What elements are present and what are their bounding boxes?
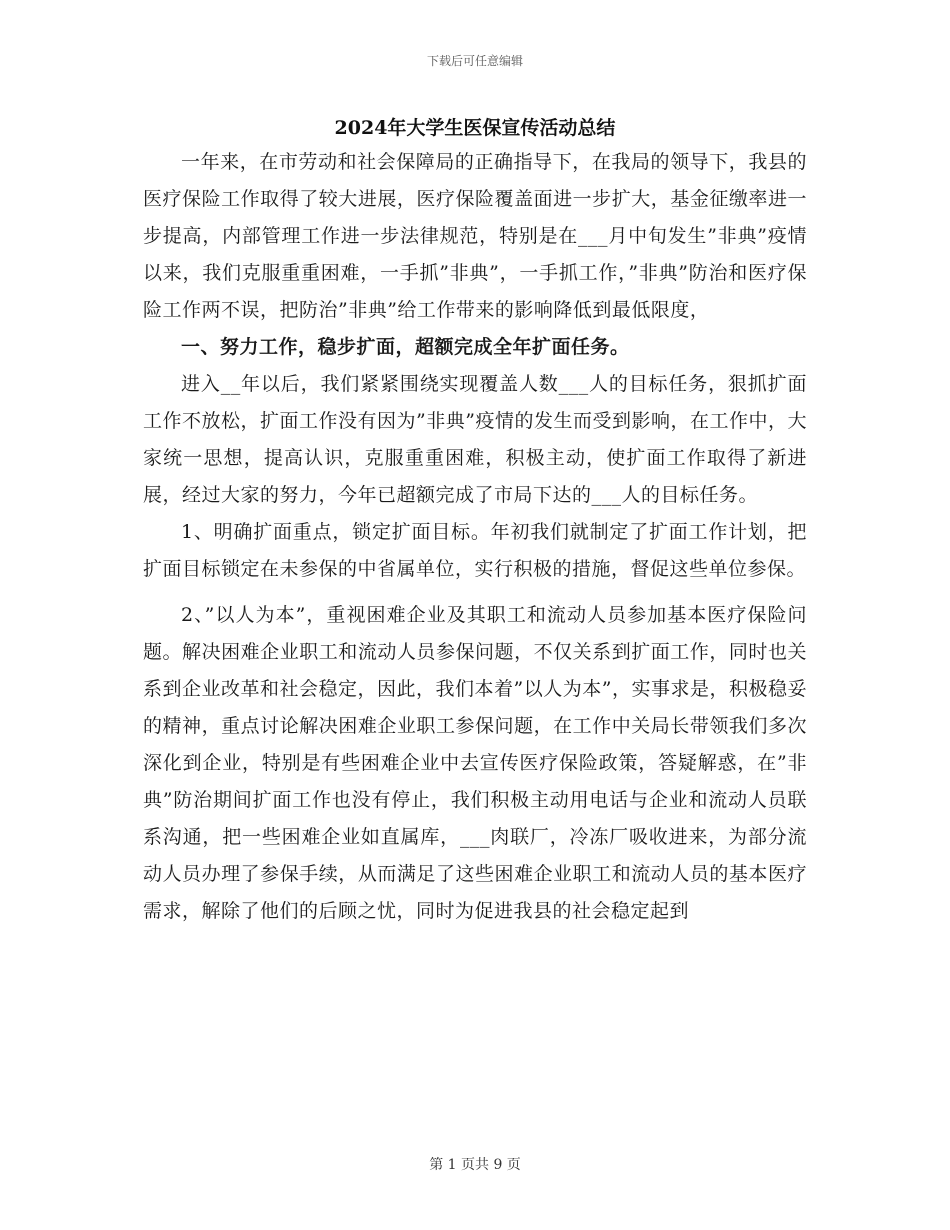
document-title: 2024年大学生医保宣传活动总结 xyxy=(334,117,616,139)
intro-paragraph: 一年来，在市劳动和社会保障局的正确指导下，在我局的领导下，我县的医疗保险工作取得了较大进展，医疗保险覆盖面进一步扩大，基金征缴率进一步提高，内部管理工作进一步法律规范，特别是在___月中旬发生”非典”疫情以来，我们克服重重困难，一手抓”非典”，一手抓工作，”非典”防治和医疗保险工作两不误，把防治”非典”给工作带来的影响降低到最低限度， xyxy=(143,151,807,321)
document-body xyxy=(143,144,807,930)
body-paragraph: 1、明确扩面重点，锁定扩面目标。年初我们就制定了扩面工作计划，把扩面目标锁定在未参保的中省属单位，实行积极的措施，督促这些单位参保。 xyxy=(143,521,807,580)
section-heading-1: 一、努力工作，稳步扩面，超额完成全年扩面任务。 xyxy=(181,336,630,358)
page-number: 第 1 页共 9 页 xyxy=(429,1157,521,1173)
page-header-note: 下载后可任意编辑 xyxy=(426,54,523,68)
body-paragraph: 2、”以人为本”，重视困难企业及其职工和流动人员参加基本医疗保险问题。解决困难企业职工和流动人员参保问题，不仅关系到扩面工作，同时也关系到企业改革和社会稳定，因此，我们本着”以人为本”，实事求是，积极稳妥的精神，重点讨论解决困难企业职工参保问题，在工作中关局长带领我们多次深化到企业，特别是有些困难企业中去宣传医疗保险政策，答疑解惑，在”非典”防治期间扩面工作也没有停止，我们积极主动用电话与企业和流动人员联系沟通，把一些困难企业如直属库，___肉联厂，冷冻厂吸收进来，为部分流动人员办理了参保手续，从而满足了这些困难企业职工和流动人员的基本医疗需求，解除了他们的后顾之忧，同时为促进我县的社会稳定起到 xyxy=(143,604,807,922)
body-paragraph: 进入__年以后，我们紧紧围绕实现覆盖人数___人的目标任务，狠抓扩面工作不放松，扩面工作没有因为”非典”疫情的发生而受到影响，在工作中，大家统一思想，提高认识，克服重重困难，积极主动，使扩面工作取得了新进展，经过大家的努力，今年已超额完成了市局下达的___人的目标任务。 xyxy=(143,373,807,506)
